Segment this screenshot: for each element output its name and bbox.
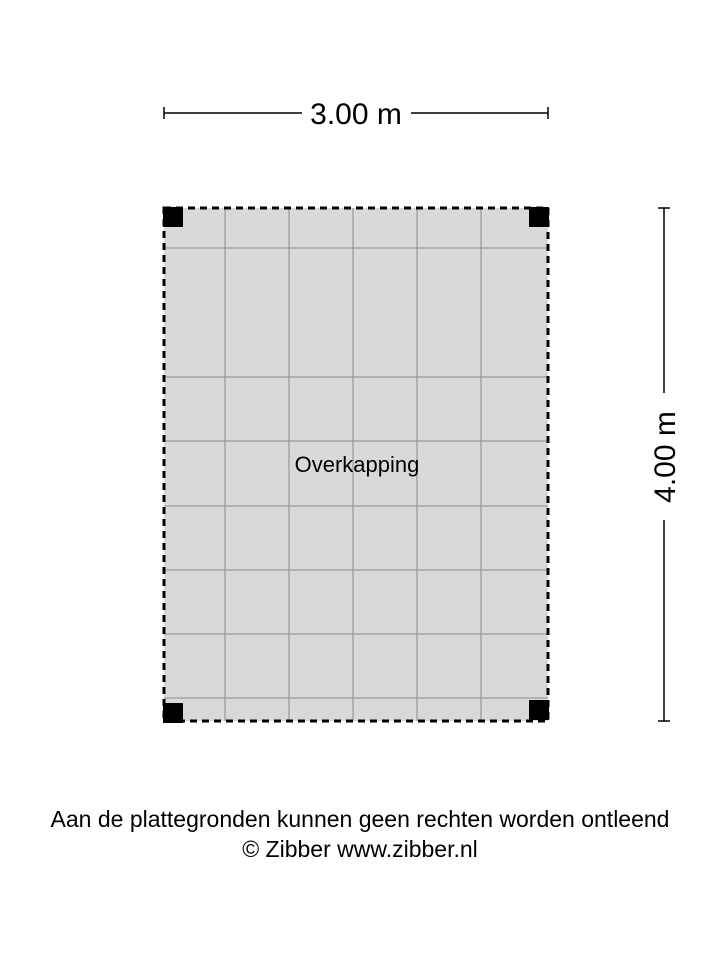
post-top-left	[163, 207, 183, 227]
width-dimension-label: 3.00 m	[310, 98, 402, 131]
height-dimension-label: 4.00 m	[649, 411, 682, 503]
disclaimer-text: Aan de plattegronden kunnen geen rechten worden ontleend	[50, 806, 670, 832]
post-bottom-right	[529, 700, 549, 720]
post-top-right	[529, 207, 549, 227]
width-dimension	[164, 98, 548, 131]
height-dimension	[649, 208, 682, 721]
room-label: Overkapping	[294, 452, 420, 477]
room-overkapping	[163, 207, 549, 723]
copyright-text: © Zibber www.zibber.nl	[242, 836, 478, 862]
post-bottom-left	[163, 703, 183, 723]
